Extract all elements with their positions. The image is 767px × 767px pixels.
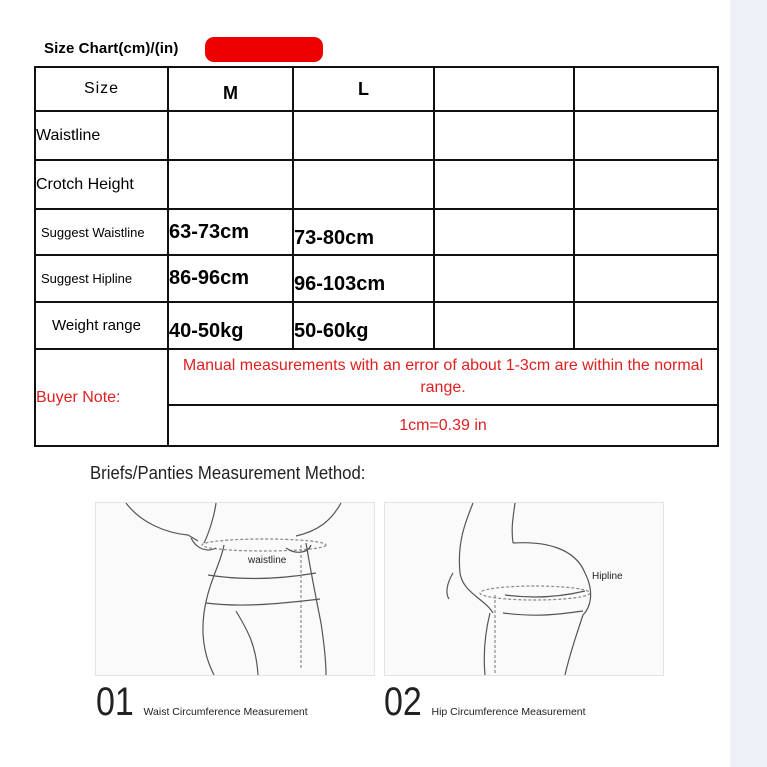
waist-measurement-figure [95, 502, 375, 676]
size-chart-table [34, 66, 719, 447]
hipline-tag: Hipline [592, 571, 623, 582]
cell-m: 40-50kg [168, 302, 293, 349]
cell-empty [434, 255, 574, 302]
table-header-row [35, 67, 718, 111]
table-row [35, 111, 718, 160]
buyer-note-label: Buyer Note: [35, 349, 168, 446]
cell-empty [434, 302, 574, 349]
conversion-text: 1cm=0.39 in [168, 405, 718, 446]
caption-number: 02 [384, 680, 422, 724]
cell-l [293, 111, 434, 160]
header-l: L [293, 67, 434, 111]
waistline-tag: waistline [248, 555, 287, 566]
table-row [35, 255, 718, 302]
row-label-crotch-height: Crotch Height [35, 160, 168, 209]
row-label-waistline: Waistline [35, 111, 168, 160]
size-chart-title: Size Chart(cm)/(in) [44, 40, 179, 57]
cell-empty [434, 209, 574, 255]
side-strip [730, 0, 767, 767]
cell-l: 73-80cm [293, 209, 434, 255]
cell-m [168, 160, 293, 209]
cell-m: 63-73cm [168, 209, 293, 255]
cell-empty [434, 160, 574, 209]
header-size: Size [35, 67, 168, 111]
caption-01 [96, 680, 308, 725]
row-label-weight-range: Weight range [35, 302, 168, 349]
cell-l: 50-60kg [293, 302, 434, 349]
table-row [35, 160, 718, 209]
row-label-suggest-waistline: Suggest Waistline [35, 209, 168, 255]
header-col-4 [574, 67, 718, 111]
caption-number: 01 [96, 680, 134, 724]
cell-empty [574, 302, 718, 349]
caption-text: Hip Circumference Measurement [431, 706, 586, 718]
buyer-note-text: Manual measurements with an error of about 1-3cm are within the normal range. [168, 349, 718, 405]
note-row [35, 349, 718, 405]
caption-02 [384, 680, 586, 725]
cell-empty [574, 160, 718, 209]
cell-m [168, 111, 293, 160]
header-m: M [168, 67, 293, 111]
cell-l: 96-103cm [293, 255, 434, 302]
caption-text: Waist Circumference Measurement [143, 706, 308, 718]
row-label-suggest-hipline: Suggest Hipline [35, 255, 168, 302]
measurement-method-title: Briefs/Panties Measurement Method: [90, 463, 366, 483]
table-row [35, 302, 718, 349]
cell-empty [574, 111, 718, 160]
cell-empty [574, 255, 718, 302]
cell-empty [574, 209, 718, 255]
cell-empty [434, 111, 574, 160]
cell-m: 86-96cm [168, 255, 293, 302]
cell-l [293, 160, 434, 209]
header-col-3 [434, 67, 574, 111]
redaction-mark [205, 37, 323, 62]
table-row [35, 209, 718, 255]
hip-figure-illustration [385, 503, 663, 675]
hip-measurement-figure [384, 502, 664, 676]
waist-figure-illustration [96, 503, 374, 675]
